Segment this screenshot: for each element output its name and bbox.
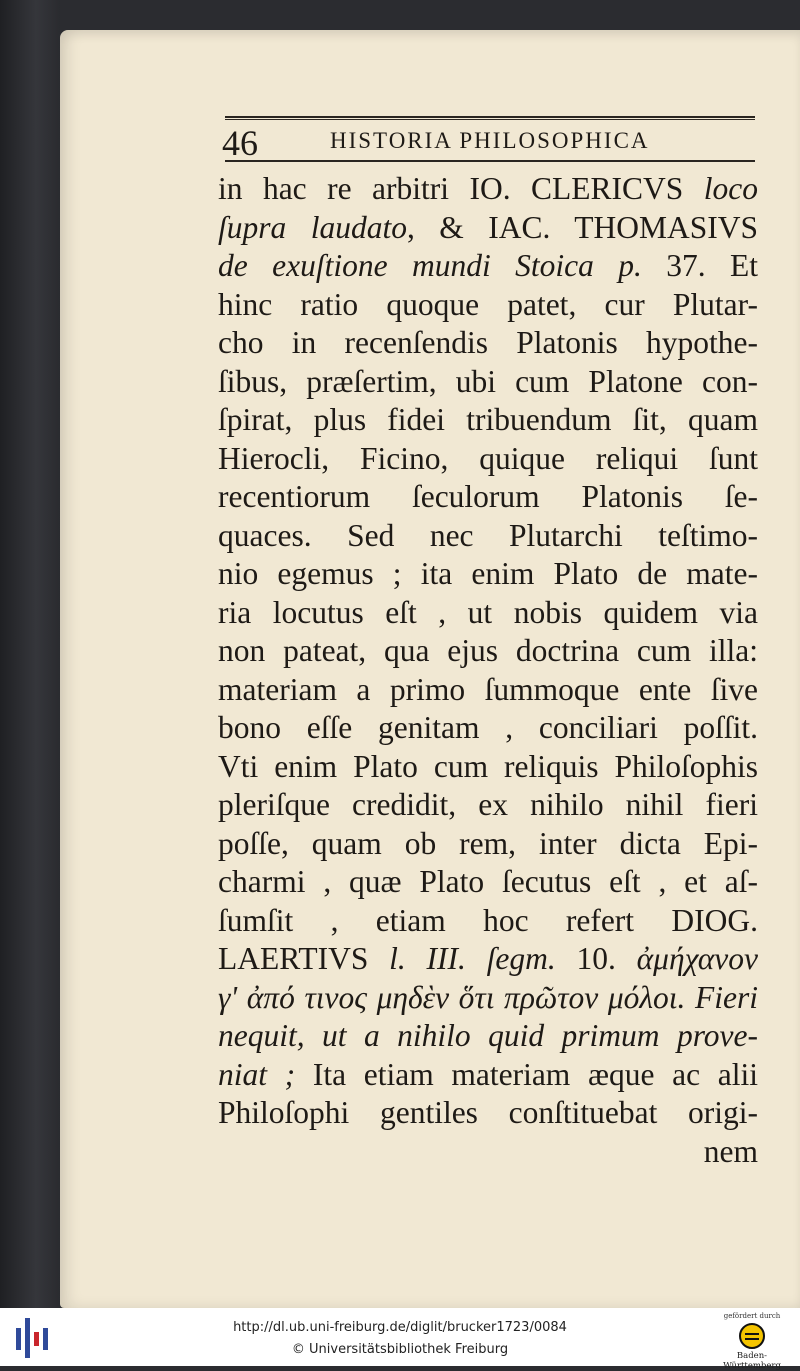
italic-run: l. III. ſegm. [389,941,556,976]
text-line [218,478,758,517]
body-text [218,170,758,1171]
text-line [218,748,758,787]
text-run: ſumſit , etiam hoc refert DIOG. [218,902,758,938]
text-run: in hac re arbitri IO. CLERICVS [218,171,704,206]
text-line [218,1133,758,1172]
text-run: ria locutus eſt , ut nobis quidem via [218,594,758,630]
text-line [218,863,758,902]
permalink-url[interactable]: http://dl.ub.uni-freiburg.de/diglit/brucker1723/0084 [233,1320,567,1335]
text-line [218,363,758,402]
header-rule-bottom [225,160,755,162]
italic-run: ſupra laudato [218,209,407,245]
funding-badge [714,1312,790,1371]
text-run: LAERTIVS [218,941,390,976]
text-run: pleriſque credidit, ex nihilo nihil fieri [218,787,758,822]
text-line [218,632,758,671]
copyright-notice: © Universitätsbibliothek Freiburg [291,1342,509,1357]
italic-run: ἀμήχανον [636,941,759,976]
text-line [218,825,758,864]
text-line [218,1056,758,1095]
italic-run: de exuſtione mundi Stoica p. [218,248,642,283]
text-run: 10. [555,941,637,976]
page-number: 46 [222,123,258,163]
text-run: , & IAC. THOMASIVS [406,209,759,245]
header-rule-top-thin [225,119,755,120]
italic-run: niat ; [218,1056,296,1092]
funding-label: gefördert durch [723,1312,781,1320]
state-crest-icon [739,1323,765,1349]
text-run: Hierocli, Ficino, quique reliqui ſunt [218,440,758,476]
text-line [218,786,758,825]
text-run: non pateat, qua ejus doctrina cum illa: [218,633,758,668]
italic-run: γ' ἀπό τινος μηδὲν ὅτι πρῶτον μόλοι. Fieri [218,979,758,1015]
text-line [218,709,758,748]
running-head: HISTORIA PHILOSOPHICA [330,128,650,153]
text-run: hinc ratio quoque patet, cur Plutar- [218,286,758,322]
text-line [218,401,758,440]
italic-run: nequit, ut a nihilo quid primum prove- [218,1018,758,1053]
text-run: recentiorum ſeculorum Platonis ſe- [218,479,758,514]
header-rule-top [225,116,755,118]
text-run: 37. Et [641,248,758,283]
text-run: charmi , quæ Plato ſecutus eſt , et aſ- [218,864,758,899]
funding-region: Baden-Württemberg [723,1351,781,1371]
text-run: Vti enim Plato cum reliquis Philoſophis [218,748,758,784]
text-line [218,170,758,209]
text-run: ſibus, præſertim, ubi cum Platone con- [218,363,758,399]
italic-run: loco [703,171,758,206]
text-line [218,902,758,941]
scanner-backdrop [0,0,60,1308]
text-line [218,555,758,594]
text-line [218,517,758,556]
text-run: nem [703,1133,758,1169]
text-line [218,1094,758,1133]
text-run: materiam a primo ſummoque ente ſive [218,671,758,707]
text-line [218,440,758,479]
viewer-footer [0,1308,800,1371]
text-run: quaces. Sed nec Plutarchi teſtimo- [218,517,758,553]
text-run: poſſe, quam ob rem, inter dicta Epi- [218,825,758,861]
text-run: nio egemus ; ita enim Plato de mate- [218,556,758,591]
text-line [218,671,758,710]
text-run: Ita etiam materiam æque ac alii [295,1056,758,1092]
text-line [218,324,758,363]
text-line [218,1017,758,1056]
text-line [218,979,758,1018]
text-run: cho in recenſendis Platonis hypothe- [218,325,758,360]
text-line [218,940,758,979]
text-line [218,286,758,325]
text-line [218,247,758,286]
text-run: bono eſſe genitam , conciliari poſſit. [218,710,758,745]
text-run: ſpirat, plus fidei tribuendum ſit, quam [218,402,758,437]
text-line [218,594,758,633]
text-line [218,209,758,248]
text-run: Philoſophi gentiles conſtituebat origi- [218,1095,758,1130]
